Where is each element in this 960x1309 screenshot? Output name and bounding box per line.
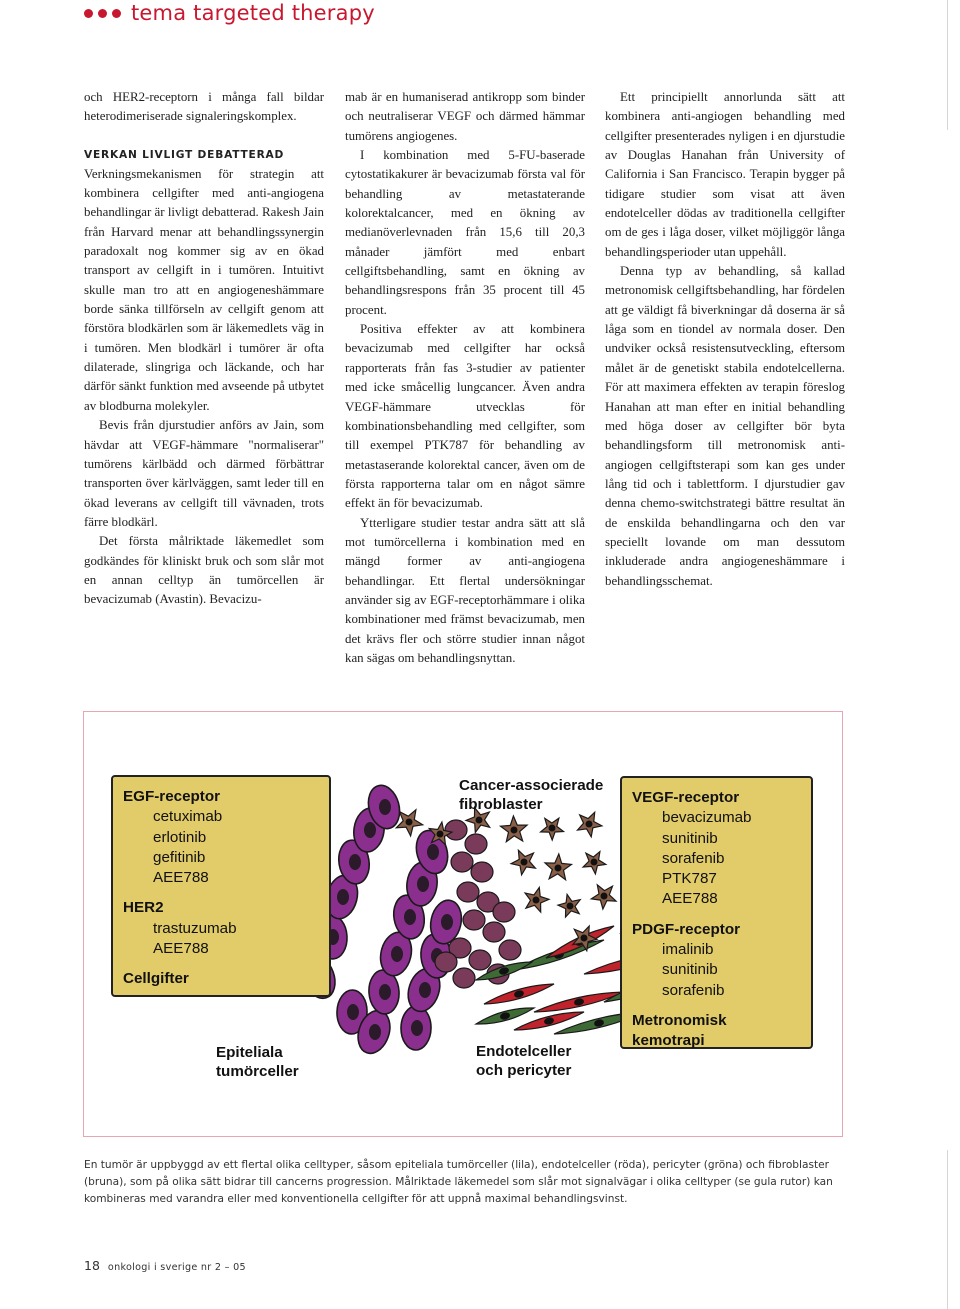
tumor-nucleus [441,914,453,930]
cluster-cell [493,902,515,922]
drug-item: sunitinib [662,961,718,979]
drug-item: PTK787 [662,870,717,888]
dot-icon [84,9,93,18]
tumor-nucleus [411,1020,423,1036]
label-fibroblasts [459,777,603,814]
cluster-cell [463,910,485,930]
tumor-nucleus [379,799,391,815]
text-column-1 [84,88,324,610]
drug-item: sunitinib [662,829,718,847]
dot-icon [112,9,121,18]
drug-item: bevacizumab [662,809,752,827]
page-header [84,0,375,26]
paragraph: Ett principiellt annorlunda sätt att kombinera anti-angiogen behandling med cellgifter presenterades nyligen i en djurstudie av Douglas Hanahan från University of California i San Francisco. Terapin bygger på tidigare studier som visat att även endotelceller dödas av traditionella cellgifter om de ges i låga doser, vilket möjliggör långa behandlingsperioder utan uppehåll. [605,90,845,259]
paragraph: Bevis från djurstudier anförs av Jain, som hävdar att VEGF-hämmare "normaliserar" tumörens kärlbädd och därmed förbättrar transporten över kärlväggen, samt leder till en ökad leverans av cellgift till vävnaden, trots färre blodkärl. [84,418,324,529]
tumor-nucleus [369,1024,381,1040]
drug-item: gefitinib [153,848,206,866]
page-footer [84,1258,246,1273]
subheading: VERKAN LIVLIGT DEBATTERAD [84,148,285,161]
drug-box-right [620,776,813,1049]
tumor-nucleus [417,876,429,892]
paragraph: I kombination med 5-FU-baserade cytostatikakurer är bevacizumab första val för behandling av metastaterande kolorektalcancer, med en ökning av medianöverlevnaden från 15,6 till 20,3 månader jämfört med enbart cellgiftsbehandling, samt en ökning av behandlingsrespons från 35 procent till 45 procent. [345,148,585,317]
cluster-cell [499,940,521,960]
label-line: och pericyter [476,1061,572,1079]
edge-rule [947,1150,948,1309]
drug-item: AEE788 [662,890,718,908]
drug-box-left [111,775,331,997]
fibroblast-nucleus [521,859,528,866]
journal-title: onkologi i sverige nr 2 – 05 [107,1262,246,1273]
box-heading: EGF-receptor [123,788,221,805]
cluster-cell [451,852,473,872]
tumor-figure [83,711,843,1137]
paragraph: mab är en humaniserad antikropp som binder och neutraliserar VEGF och därmed hämmar tumörens angiogenes. [345,90,585,143]
fibroblast-nucleus [511,827,518,834]
fibroblast-nucleus [549,825,556,832]
drug-item: cetuximab [153,808,223,826]
drug-item: AEE788 [153,869,209,887]
cluster-cell [453,968,475,988]
fibroblast-nucleus [581,935,588,942]
tumor-nucleus [337,889,349,905]
paragraph: Positiva effekter av att kombinera bevacizumab med cellgifter har också rapporterats från fas 3-studier av patienter med icke småcellig lungcancer. Även andra VEGF-hämmare utvecklas för kombinationsbehandling med cellgifter, som till exempel PTK787 för behandling av metastaserande kolorektal cancer, även om de första rapporterna talar om en något sämre effekt än för bevacizumab. [345,322,585,511]
tumor-nucleus [364,822,376,838]
label-epithelial [216,1044,299,1081]
fibroblast-nucleus [555,865,562,872]
figure-caption: En tumör är uppbyggd av ett flertal olika celltyper, såsom epiteliala tumörceller (lila), endotelceller (röda), pericyter (gröna) och fibroblaster (bruna), som på olika sätt bidrar till cancerns progression. Målriktade läkemedel som slår mot signalvägar i olika celltyper (se gula rutor) kan kombineras med varandra eller med konventionella cellgifter för att uppnå maximal behandlingsvinst. [84,1159,833,1205]
box-heading: Metronomisk kemotrapi [632,1011,727,1050]
fibroblast-nucleus [437,831,444,838]
paragraph: och HER2-receptorn i många fall bildar heterodimeriserade signaleringskomplex. [84,90,324,124]
drug-item: trastuzumab [153,919,237,937]
text-column-3 [605,88,845,591]
header-dots [84,9,121,18]
cluster-cell [469,950,491,970]
tumor-nucleus [349,854,361,870]
label-line: tumörceller [216,1062,299,1080]
cluster-cell [445,820,467,840]
cluster-cell [435,952,457,972]
label-line: fibroblaster [459,795,543,813]
tumor-nucleus [391,946,403,962]
label-line: Endotelceller [476,1043,572,1060]
cluster-cell [457,882,479,902]
cluster-cell [483,922,505,942]
fibroblast-nucleus [406,819,413,826]
fibroblast-nucleus [601,893,608,900]
tumor-nucleus [404,909,416,925]
paragraph: Verkningsmekanismen för strategin att kombinera cellgifter med anti-angiogena behandlingar är livligt debatterad. Rakesh Jain från Harvard menar att behandlingssynergin paradoxalt nog kommer sig av en ökad transport av cellgift in i tumören. Intuitivt skulle man tro att en angiogeneshämmare borde sänka tillförseln av cellgift genom att förstöra blodkärlen som är läkemedlets väg in i tumören. Men blodkärl i tumörer är ofta dilaterade, slingriga och läckande, och har därför sänkt funktion med avseende på utbytet av blodburna molekyler. [84,166,324,413]
box-heading: Cellgifter [123,970,189,988]
edge-rule [947,0,948,130]
tumor-nucleus [379,984,391,1000]
drug-item: sorafenib [662,849,725,867]
drug-item: sorafenib [662,981,725,999]
label-endothelial [476,1043,571,1080]
paragraph: Ytterligare studier testar andra sätt att slå mot tumörcellerna i kombination med en mängd former av anti-angiogena behandlingar. Ett flertal undersökningar använder sig av EGF-receptorhämmare i olika kombinationer med främst bevacizumab, men det krävs fler och större studier innan något kan sägas om behandlingsnyttan. [345,515,585,665]
text-column-2 [345,88,585,668]
label-line: Epiteliala [216,1044,283,1061]
cluster-cell [465,834,487,854]
fibroblast-nucleus [591,859,598,866]
paragraph: Det första målriktade läkemedlet som godkändes för kliniskt bruk och som slår mot en annan celltyp än tumörcellen är bevacizumab (Avastin). Bevacizu- [84,534,324,607]
box-heading: VEGF-receptor [632,789,740,806]
box-heading: HER2 [123,899,164,917]
drug-item: erlotinib [153,828,207,846]
fibroblast-nucleus [533,897,540,904]
tumor-nucleus [427,844,439,860]
tumor-nucleus [419,982,431,998]
box-heading: PDGF-receptor [632,920,741,938]
paragraph: Denna typ av behandling, så kallad metronomisk cellgiftsbehandling, har fördelen att ge väldigt få biverkningar då doserna är så låga som en tiondel av normala doser. Den undviker också resistensutveckling, eftersom målet är de genetiskt stabila endotelcellerna. För att maximera effekten av terapin föreslog Hanahan att man efter en initial behandling med höga doser av cellgifter bör byta behandlingsform till metronomisk anti-angiogen cellgiftsterapi som kan ges under lång tid och i tablettform. I djurstudier gav denna chemo-switchstrategi bättre resultat än de enskilda behandlingarna och den var speciellt lovande om man dessutom inkluderade andra angiogeneshämmare i behandlingsschemat. [605,264,845,588]
fibroblast-nucleus [476,817,483,824]
fibroblast-nucleus [567,903,574,910]
dot-icon [98,9,107,18]
label-line: Cancer-associerade [459,777,604,794]
tumor-nucleus [347,1004,359,1020]
fibroblast-nucleus [586,821,593,828]
cluster-cell [471,862,493,882]
drug-item: imalinib [662,941,714,959]
page-number: 18 [84,1258,100,1273]
drug-item: AEE788 [153,940,209,958]
section-title: tema targeted therapy [131,1,375,25]
